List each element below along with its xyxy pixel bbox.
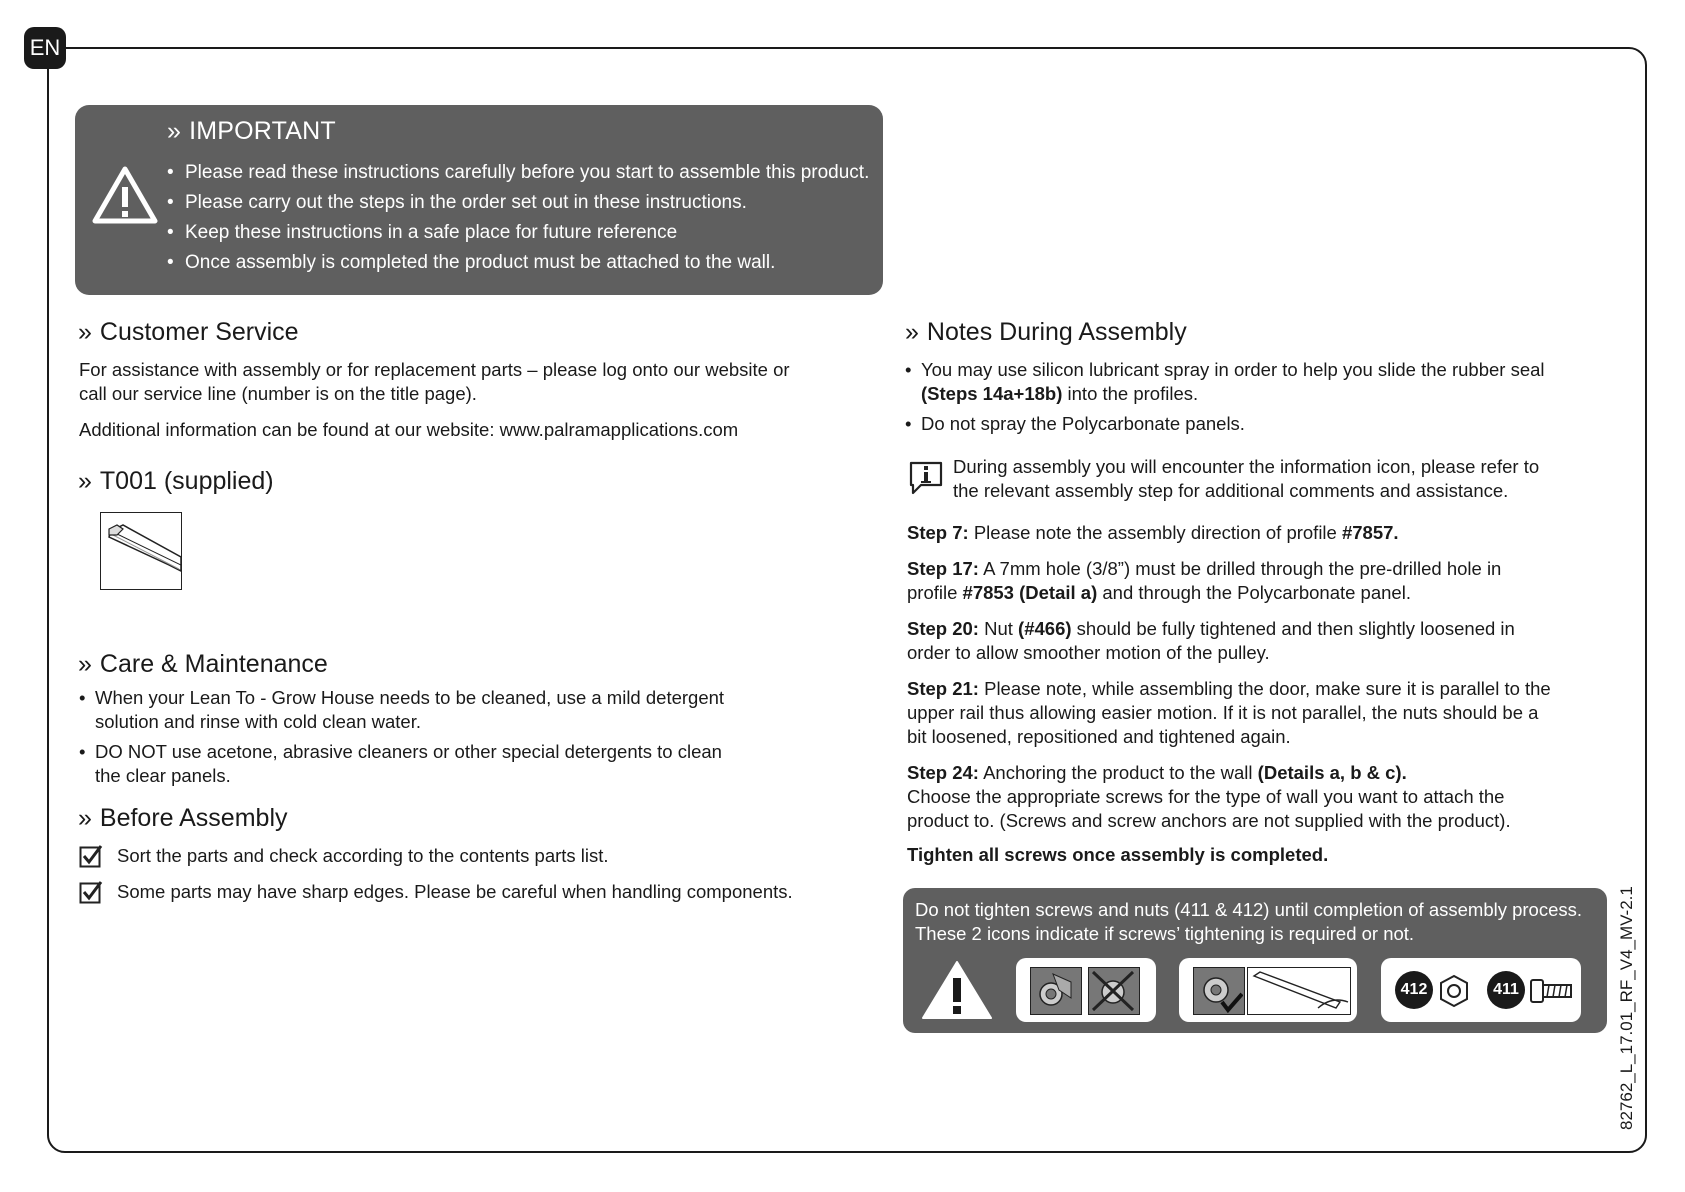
- customer-service-line: call our service line (number is on the title page).: [79, 383, 477, 404]
- notes-item: • Do not spray the Polycarbonate panels.: [905, 412, 1605, 436]
- care-item: • When your Lean To - Grow House needs to be cleaned, use a mild detergent solution and rinse with cold clean water.: [79, 686, 799, 734]
- notes-item: • You may use silicon lubricant spray in order to help you slide the rubber seal (Steps 14a+18b) into the profiles.: [905, 358, 1605, 406]
- important-item: • Once assembly is completed the product must be attached to the wall.: [167, 248, 869, 278]
- notes-heading: » Notes During Assembly: [905, 318, 1187, 346]
- tighten-note: Tighten all screws once assembly is completed.: [907, 844, 1329, 865]
- step-21-note: Step 21: Please note, while assembling the door, make sure it is parallel to the upper rail thus allowing easier motion. If it is not parallel, the nuts should be a bit loosened, repositioned and tightened again.: [907, 678, 1551, 747]
- step-7-note: Step 7: Please note the assembly direction of profile #7857.: [907, 522, 1399, 543]
- info-icon: [907, 459, 945, 497]
- checklist-text: Sort the parts and check according to the contents parts list.: [117, 845, 609, 866]
- nut-icon: [1437, 974, 1471, 1008]
- website-line: Additional information can be found at our website: www.palramapplications.com: [79, 419, 739, 440]
- care-heading: » Care & Maintenance: [78, 650, 328, 678]
- customer-service-line: For assistance with assembly or for replacement parts – please log onto our website or: [79, 359, 790, 380]
- part-411-badge: 411: [1487, 971, 1525, 1009]
- warning-icon: [921, 958, 993, 1022]
- tightening-note-line: These 2 icons indicate if screws’ tightening is required or not.: [915, 923, 1415, 944]
- customer-service-heading: » Customer Service: [78, 318, 299, 346]
- step-24-note: Step 24: Anchoring the product to the wall (Details a, b & c). Choose the appropriate screws for the type of wall you want to attach the product to. (Screws and screw anchors are not supplied with the product).: [907, 762, 1511, 831]
- checkbox-checked-icon: [79, 844, 103, 868]
- important-list: [167, 158, 869, 278]
- hex-key-tool-image: [100, 512, 182, 590]
- care-item: • DO NOT use acetone, abrasive cleaners or other special detergents to clean the clear panels.: [79, 740, 799, 788]
- notes-list: [905, 358, 1605, 442]
- tighten-nut-icon: [1193, 967, 1245, 1015]
- tightening-note-line: Do not tighten screws and nuts (411 & 412) until completion of assembly process.: [915, 899, 1583, 920]
- tool-heading: » T001 (supplied): [78, 467, 274, 495]
- loose-nut-icon: [1030, 967, 1082, 1015]
- screwdriver-icon: [1247, 967, 1351, 1015]
- important-item: • Please read these instructions carefully before you start to assemble this product.: [167, 158, 869, 188]
- info-note-line: During assembly you will encounter the information icon, please refer to: [953, 456, 1540, 477]
- important-item: • Please carry out the steps in the order set out in these instructions.: [167, 188, 869, 218]
- info-note-line: the relevant assembly step for additional comments and assistance.: [953, 480, 1509, 501]
- parts-icons-card: [1381, 958, 1581, 1022]
- important-title: » IMPORTANT: [167, 117, 336, 145]
- screw-icon: [1529, 974, 1573, 1008]
- checklist-text: Some parts may have sharp edges. Please be careful when handling components.: [117, 881, 793, 902]
- tighten-icons-card: [1179, 958, 1357, 1022]
- warning-icon: [92, 165, 158, 225]
- important-box: [75, 105, 883, 295]
- no-tighten-icons-card: [1016, 958, 1156, 1022]
- step-20-note: Step 20: Nut (#466) should be fully tightened and then slightly loosened in order to allow smoother motion of the pulley.: [907, 618, 1515, 663]
- before-assembly-heading: » Before Assembly: [78, 804, 288, 832]
- tightening-note-box: [903, 888, 1607, 1033]
- checkbox-checked-icon: [79, 880, 103, 904]
- part-412-badge: 412: [1395, 971, 1433, 1009]
- care-list: [79, 686, 799, 794]
- no-tighten-icon: [1088, 967, 1140, 1015]
- important-item: • Keep these instructions in a safe place for future reference: [167, 218, 869, 248]
- document-code: 82762_L_17.01_RF_V4_MV-2.1: [1617, 886, 1636, 1130]
- step-17-note: Step 17: A 7mm hole (3/8”) must be drilled through the pre-drilled hole in profile #7853 (Detail a) and through the Polycarbonate panel.: [907, 558, 1502, 603]
- hex-key-icon: [101, 513, 181, 589]
- language-badge: EN: [24, 27, 66, 69]
